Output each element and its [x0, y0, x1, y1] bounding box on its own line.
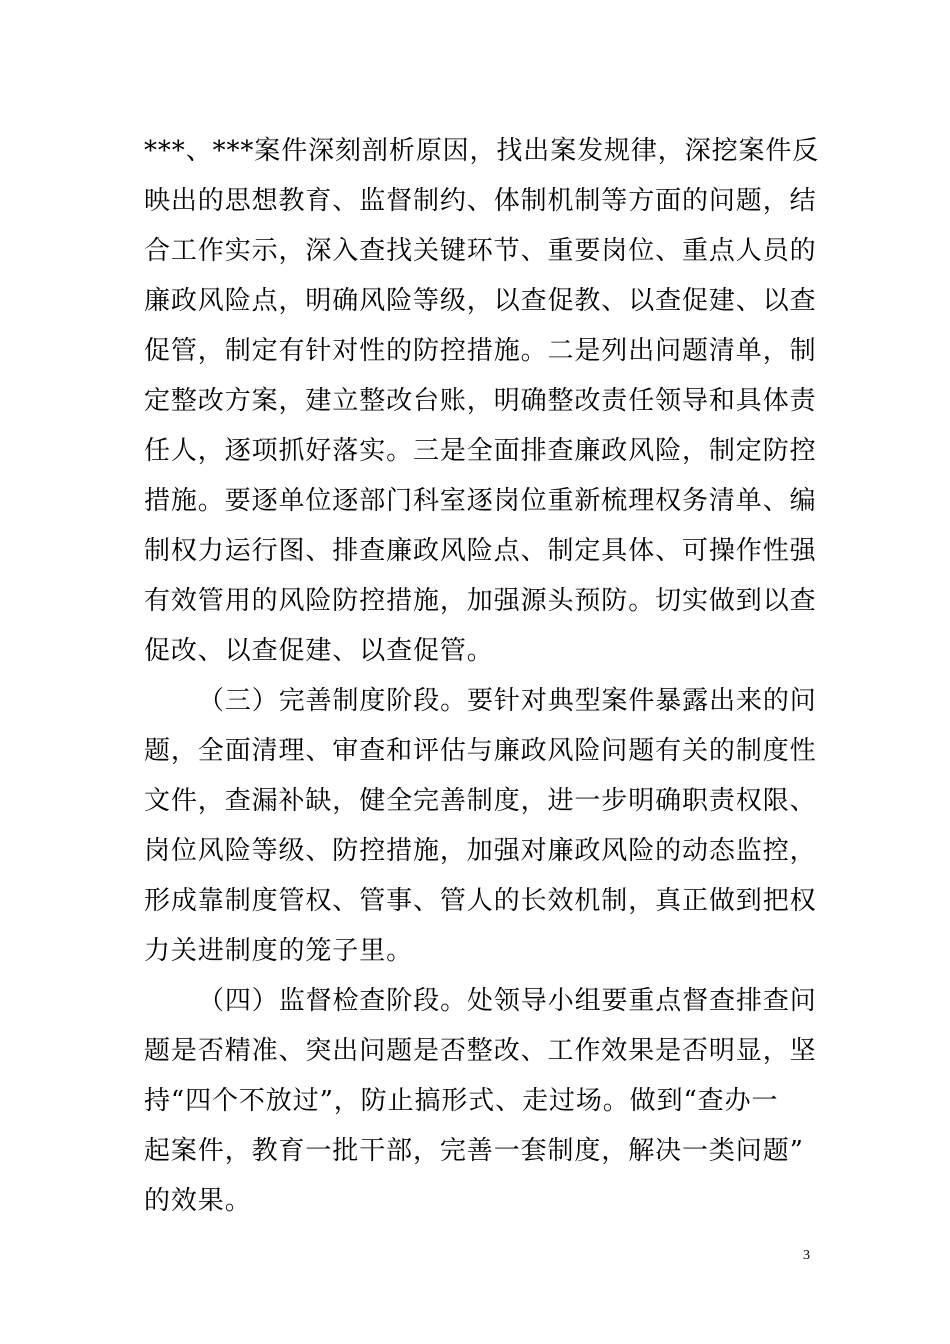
text-line: 文件，查漏补缺，健全完善制度，进一步明确职责权限、 — [144, 786, 817, 816]
page-number: 3 — [803, 1248, 810, 1263]
text-line: 持“四个不放过”，防止搞形式、走过场。做到“查办一 — [144, 1086, 779, 1116]
paragraph-heading-3: （三）完善制度阶段。要针对典型案件暴露出来的问 — [198, 686, 817, 716]
text-line: 合工作实示，深入查找关键环节、重要岗位、重点人员的 — [144, 236, 817, 266]
text-line: 促管，制定有针对性的防控措施。二是列出问题清单，制 — [144, 336, 817, 366]
text-line: ***、***案件深刻剖析原因，找出案发规律，深挖案件反 — [144, 136, 820, 166]
text-line: 措施。要逐单位逐部门科室逐岗位重新梳理权务清单、编 — [144, 486, 817, 516]
text-line: 廉政风险点，明确风险等级，以查促教、以查促建、以查 — [144, 286, 817, 316]
text-line: 岗位风险等级、防控措施，加强对廉政风险的动态监控， — [144, 836, 817, 866]
text-line: 任人，逐项抓好落实。三是全面排查廉政风险，制定防控 — [144, 436, 817, 466]
paragraph-heading-4: （四）监督检查阶段。处领导小组要重点督查排查问 — [198, 986, 817, 1016]
text-line: 力关进制度的笼子里。 — [144, 936, 414, 966]
text-line: 题是否精准、突出问题是否整改、工作效果是否明显，坚 — [144, 1036, 817, 1066]
text-line: 映出的思想教育、监督制约、体制机制等方面的问题，结 — [144, 186, 817, 216]
text-line: 有效管用的风险防控措施，加强源头预防。切实做到以查 — [144, 586, 817, 616]
text-line: 形成靠制度管权、管事、管人的长效机制，真正做到把权 — [144, 886, 817, 916]
text-line: 制权力运行图、排查廉政风险点、制定具体、可操作性强 — [144, 536, 817, 566]
text-line: 促改、以查促建、以查促管。 — [144, 636, 494, 666]
text-line: 题，全面清理、审查和评估与廉政风险问题有关的制度性 — [144, 736, 817, 766]
text-line: 定整改方案，建立整改台账，明确整改责任领导和具体责 — [144, 386, 817, 416]
text-line: 起案件，教育一批干部，完善一套制度，解决一类问题” — [144, 1136, 804, 1166]
text-line: 的效果。 — [144, 1186, 252, 1216]
